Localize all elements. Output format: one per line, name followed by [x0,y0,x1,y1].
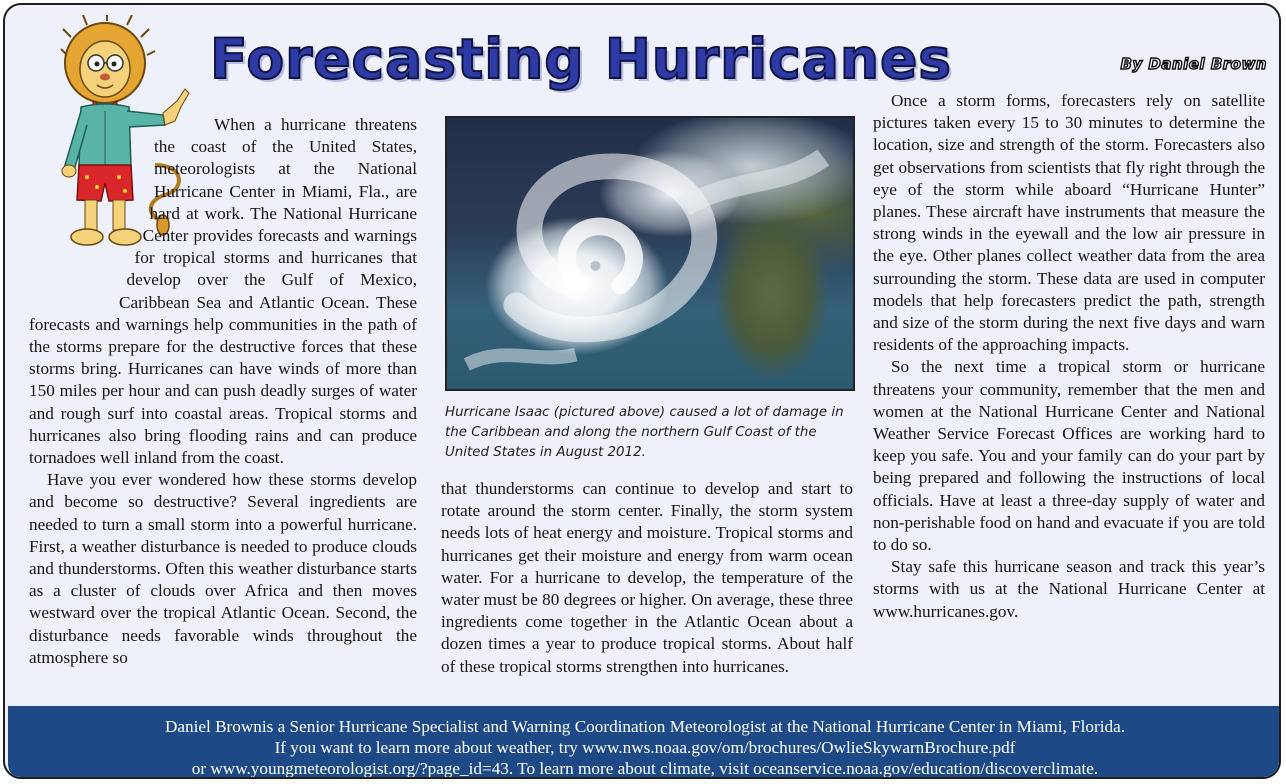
col1-paragraph-2: Have you ever wondered how these storms develop and become so destructive? Several ingredients are needed to turn a small storm into a powerful hurricane. First, a weather disturbance is needed to produce clouds and thunderstorms. Often this weather disturbance starts as a cluster of clouds over Africa and then moves westward over the tropical Atlantic Ocean. Second, the disturbance needs favorable winds throughout the atmosphere so [29,470,417,667]
footer-line-3: or www.youngmeteorologist.org/?page_id=43. To learn more about climate, visit oceanservice.noaa.gov/education/discoverclimate. [191,759,1099,778]
photo-caption: Hurricane Isaac (pictured above) caused a lot of damage in the Caribbean and along the northern Gulf Coast of the United States in August 2012. [445,405,844,460]
article-title: Forecasting Hurricanes [210,27,953,91]
col3-paragraph-2: So the next time a tropical storm or hurricane threatens your community, remember that the men and women at the National Hurricane Center and National Weather Service Forecast Offices are working hard to keep you safe. You and your family can do your part by being prepared and following the instructions of local officials. Have at least a three-day supply of water and non-perishable food on hand and evacuate if you are told to do so. [873,357,1265,555]
col1-paragraph-1: When a hurricane threatens the coast of the United States, meteorologists at the National Hurricane Center in Miami, Fla., are hard at work. The National Hurricane Center provides forecasts and warnings for tropical storms and hurricanes that develop over the Gulf of Mexico, Caribbean Sea and Atlantic Ocean. These forecasts and warnings help communities in the path of the storms prepare for the destructive forces that these storms bring. Hurricanes can have winds of more than 150 miles per hour and can push deadly surges of water and rough surf into coastal areas. Tropical storms and hurricanes also bring flooding rains and can produce tornadoes well inland from the coast. [29,115,417,468]
column-2 [441,478,853,678]
hurricane-swirl-icon [447,118,853,389]
column-3 [873,90,1265,623]
col3-paragraph-3: Stay safe this hurricane season and track this year’s storms with us at the National Hurricane Center at www.hurricanes.gov. [873,557,1265,621]
byline: By Daniel Brown [1120,55,1267,73]
author-footer [8,706,1281,779]
footer-line-1: Daniel Brownis a Senior Hurricane Specialist and Warning Coordination Meteorologist at the National Hurricane Center in Miami, Florida. [164,717,1126,736]
col2-paragraph-1: that thunderstorms can continue to develop and start to rotate around the storm center. Finally, the storm system needs lots of heat energy and moisture. Tropical storms and hurricanes get their moisture and energy from warm ocean water. For a hurricane to develop, the temperature of the water must be 80 degrees or higher. On average, these three ingredients come together in the Atlantic Ocean about a dozen times a year to produce tropical storms. About half of these tropical storms strengthen into hurricanes. [441,479,853,676]
article-page [3,3,1281,779]
hurricane-satellite-photo [445,116,855,391]
footer-line-2: If you want to learn more about weather, try www.nws.noaa.gov/om/brochures/OwlieSkywarnBrochure.pdf [274,738,1016,757]
col3-paragraph-1: Once a storm forms, forecasters rely on satellite pictures taken every 15 to 30 minutes to determine the location, size and strength of the storm. Forecasters also get observations from scientists that fly right through the eye of the storm while aboard “Hurricane Hunter” planes. These aircraft have instruments that measure the strong winds in the eyewall and the low air pressure in the eye. Other planes collect weather data from the area surrounding the storm. These data are used in computer models that help forecasters predict the path, strength and size of the storm during the next five days and warn residents of the approaching impacts. [873,91,1265,355]
column-1 [29,114,417,669]
